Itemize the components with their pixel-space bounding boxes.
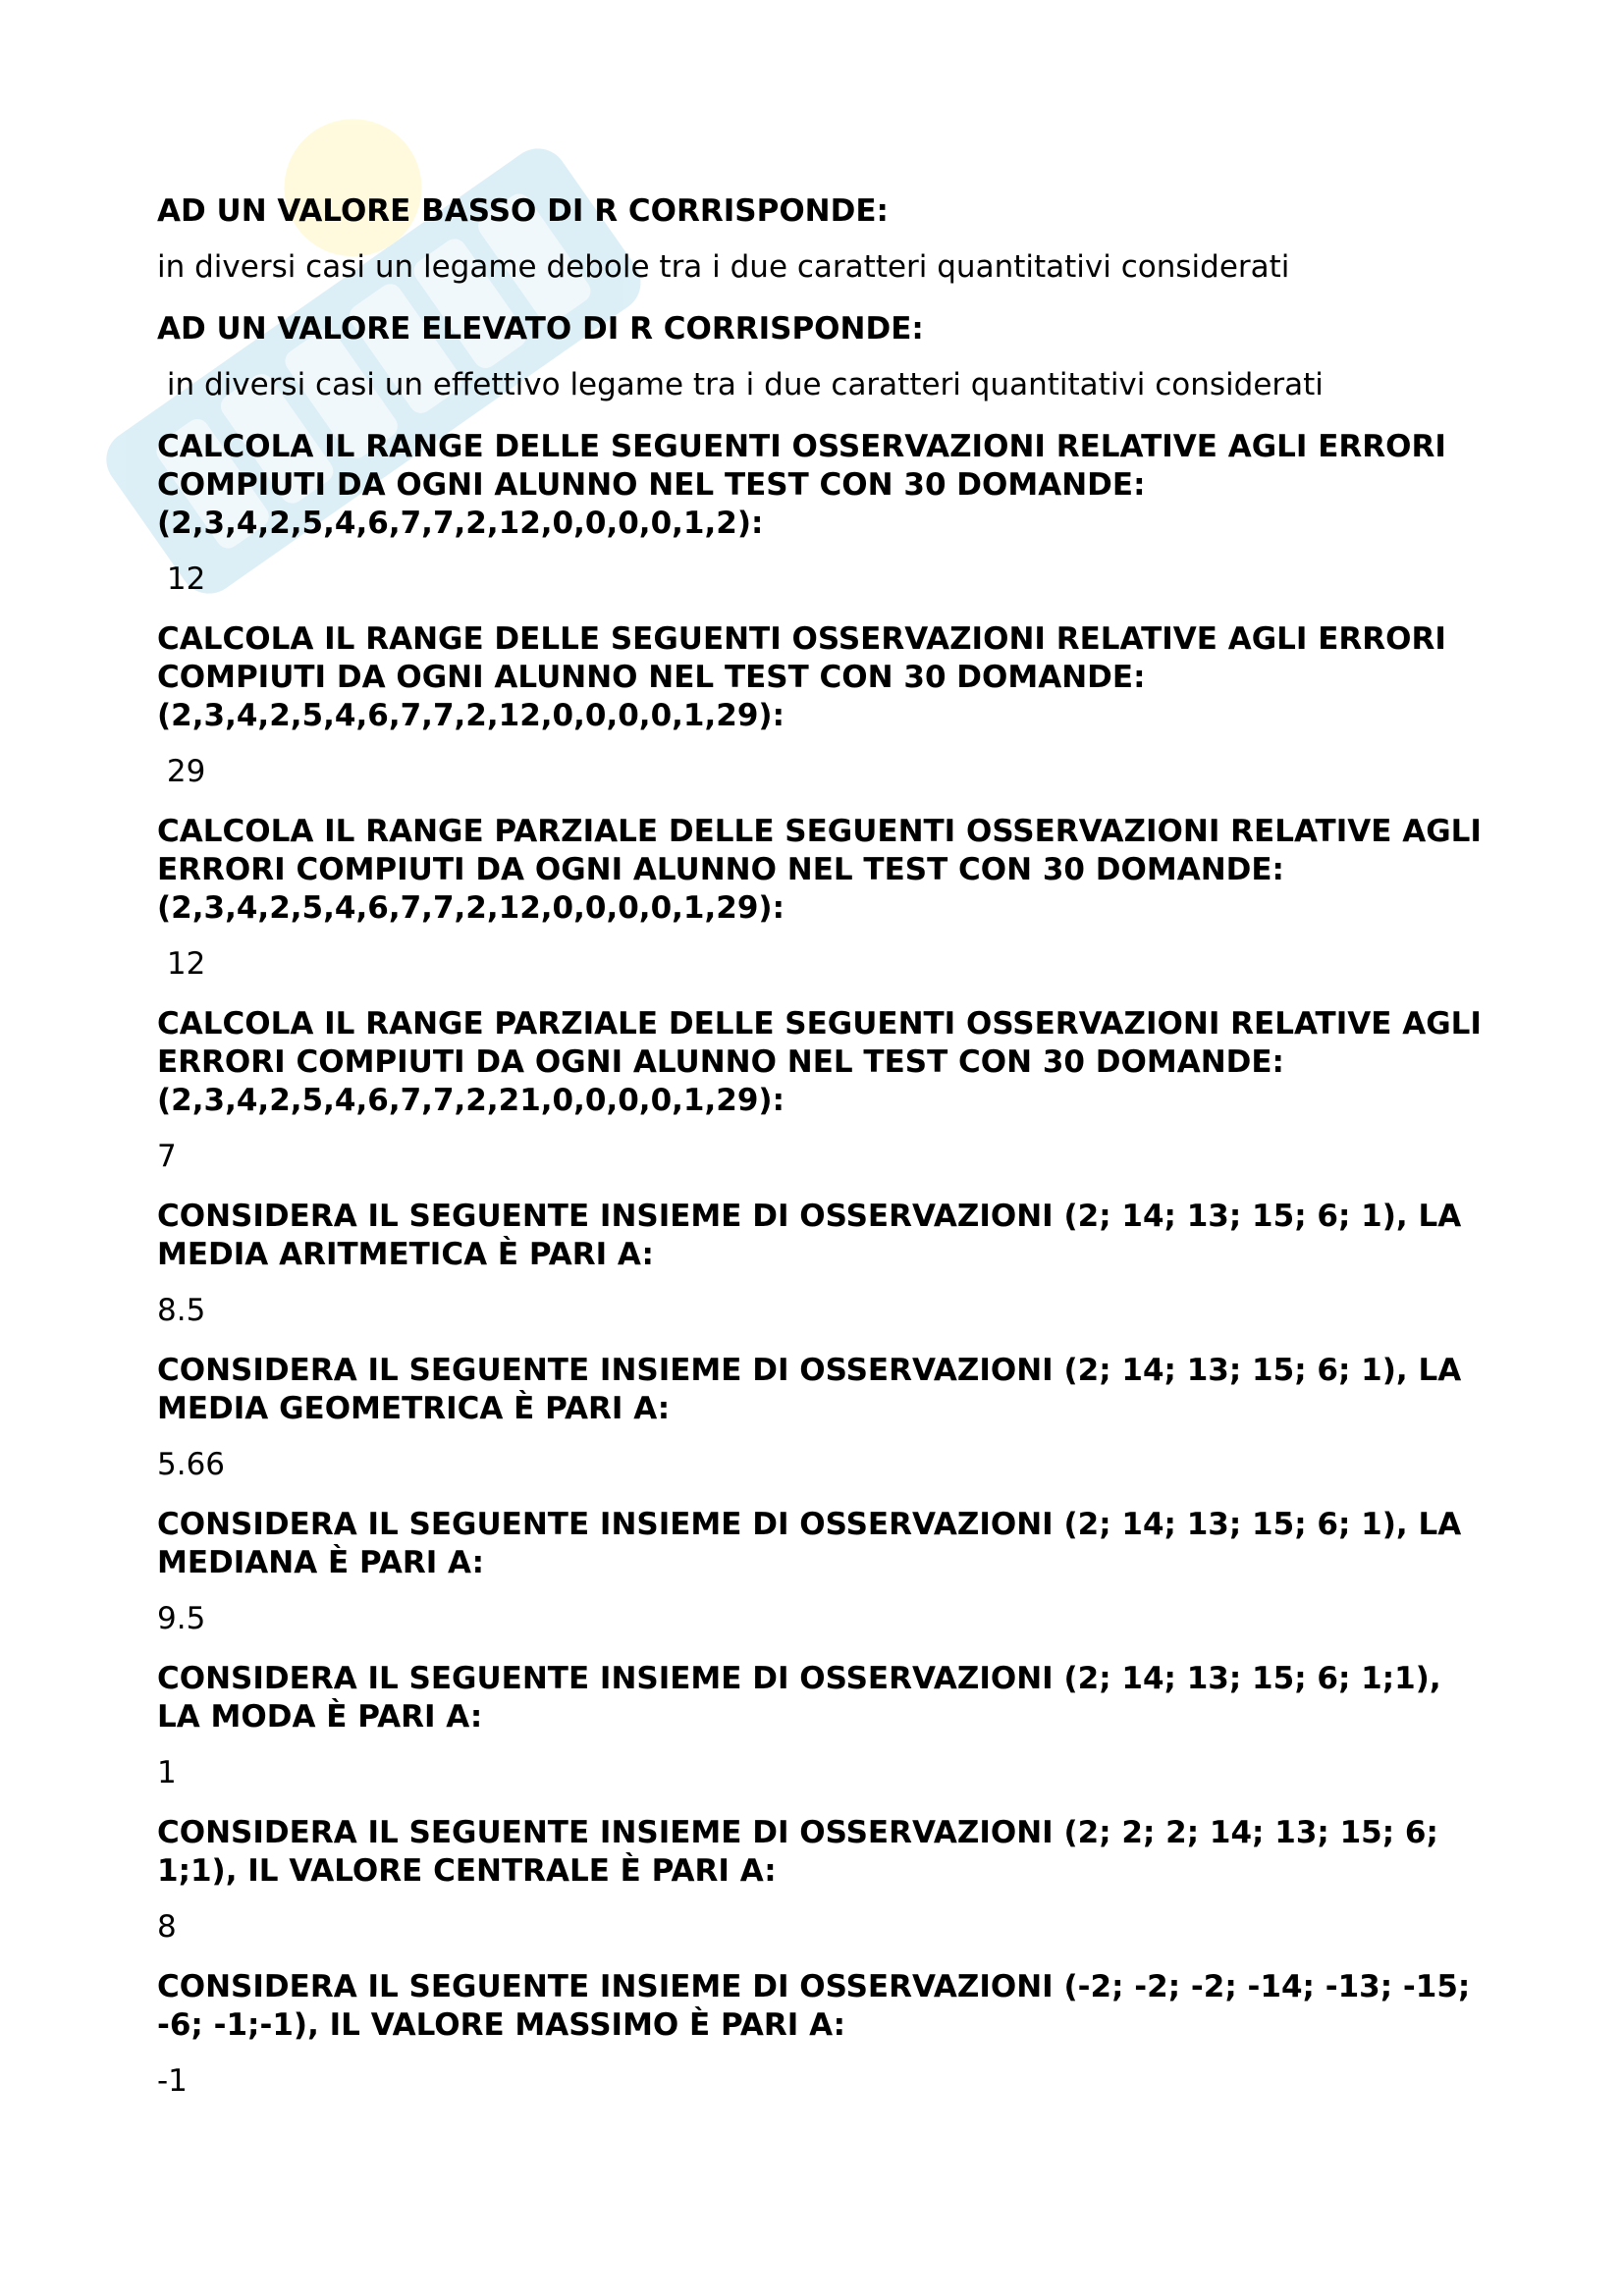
- question-text: CONSIDERA IL SEGUENTE INSIEME DI OSSERVAZIONI (2; 14; 13; 15; 6; 1), LA MEDIA GEOMETRICA È PARI A:: [157, 1353, 1462, 1426]
- question-text: CALCOLA IL RANGE DELLE SEGUENTI OSSERVAZIONI RELATIVE AGLI ERRORI COMPIUTI DA OGNI ALUNNO NEL TEST CON 30 DOMANDE: (2,3,4,2,5,4,6,7,7,2,12,0,0,0,0,1,2):: [157, 429, 1446, 541]
- answer-text: -1: [157, 2063, 188, 2099]
- document-body: [157, 192, 1492, 2122]
- qa-item: [157, 813, 1492, 984]
- question-text: CONSIDERA IL SEGUENTE INSIEME DI OSSERVAZIONI (2; 2; 2; 14; 13; 15; 6; 1;1), IL VALORE CENTRALE È PARI A:: [157, 1815, 1438, 1889]
- question-text: AD UN VALORE BASSO DI R CORRISPONDE:: [157, 193, 889, 229]
- answer-text: 29: [157, 754, 206, 789]
- question-text: CONSIDERA IL SEGUENTE INSIEME DI OSSERVAZIONI (-2; -2; -2; -14; -13; -15; -6; -1;-1), IL VALORE MASSIMO È PARI A:: [157, 1969, 1471, 2043]
- answer-text: in diversi casi un effettivo legame tra i due caratteri quantitativi considerati: [157, 367, 1324, 402]
- question-text: CONSIDERA IL SEGUENTE INSIEME DI OSSERVAZIONI (2; 14; 13; 15; 6; 1;1), LA MODA È PARI A:: [157, 1661, 1441, 1735]
- question-text: AD UN VALORE ELEVATO DI R CORRISPONDE:: [157, 311, 924, 347]
- question-text: CALCOLA IL RANGE DELLE SEGUENTI OSSERVAZIONI RELATIVE AGLI ERRORI COMPIUTI DA OGNI ALUNNO NEL TEST CON 30 DOMANDE: (2,3,4,2,5,4,6,7,7,2,12,0,0,0,0,1,29):: [157, 621, 1446, 733]
- answer-text: 8.5: [157, 1293, 206, 1328]
- question-text: CALCOLA IL RANGE PARZIALE DELLE SEGUENTI OSSERVAZIONI RELATIVE AGLI ERRORI COMPIUTI DA OGNI ALUNNO NEL TEST CON 30 DOMANDE: (2,3,4,2,5,4,6,7,7,2,21,0,0,0,0,1,29):: [157, 1006, 1482, 1118]
- answer-text: 1: [157, 1755, 177, 1790]
- question-text: CONSIDERA IL SEGUENTE INSIEME DI OSSERVAZIONI (2; 14; 13; 15; 6; 1), LA MEDIANA È PARI A:: [157, 1507, 1462, 1580]
- answer-text: 5.66: [157, 1447, 226, 1482]
- qa-item: [157, 620, 1492, 791]
- qa-item: [157, 428, 1492, 599]
- answer-text: 9.5: [157, 1601, 206, 1636]
- qa-item: [157, 310, 1492, 404]
- question-text: CONSIDERA IL SEGUENTE INSIEME DI OSSERVAZIONI (2; 14; 13; 15; 6; 1), LA MEDIA ARITMETICA È PARI A:: [157, 1199, 1462, 1272]
- qa-item: [157, 1968, 1492, 2101]
- answer-text: 12: [157, 946, 206, 982]
- answer-text: in diversi casi un legame debole tra i due caratteri quantitativi considerati: [157, 249, 1290, 285]
- answer-text: 12: [157, 561, 206, 597]
- qa-item: [157, 1198, 1492, 1330]
- answer-text: 8: [157, 1909, 177, 1945]
- answer-text: 7: [157, 1139, 177, 1174]
- qa-item: [157, 1352, 1492, 1484]
- question-text: CALCOLA IL RANGE PARZIALE DELLE SEGUENTI OSSERVAZIONI RELATIVE AGLI ERRORI COMPIUTI DA OGNI ALUNNO NEL TEST CON 30 DOMANDE: (2,3,4,2,5,4,6,7,7,2,12,0,0,0,0,1,29):: [157, 814, 1482, 926]
- qa-item: [157, 1005, 1492, 1176]
- qa-item: [157, 1506, 1492, 1638]
- qa-item: [157, 192, 1492, 287]
- qa-item: [157, 1814, 1492, 1947]
- qa-item: [157, 1660, 1492, 1792]
